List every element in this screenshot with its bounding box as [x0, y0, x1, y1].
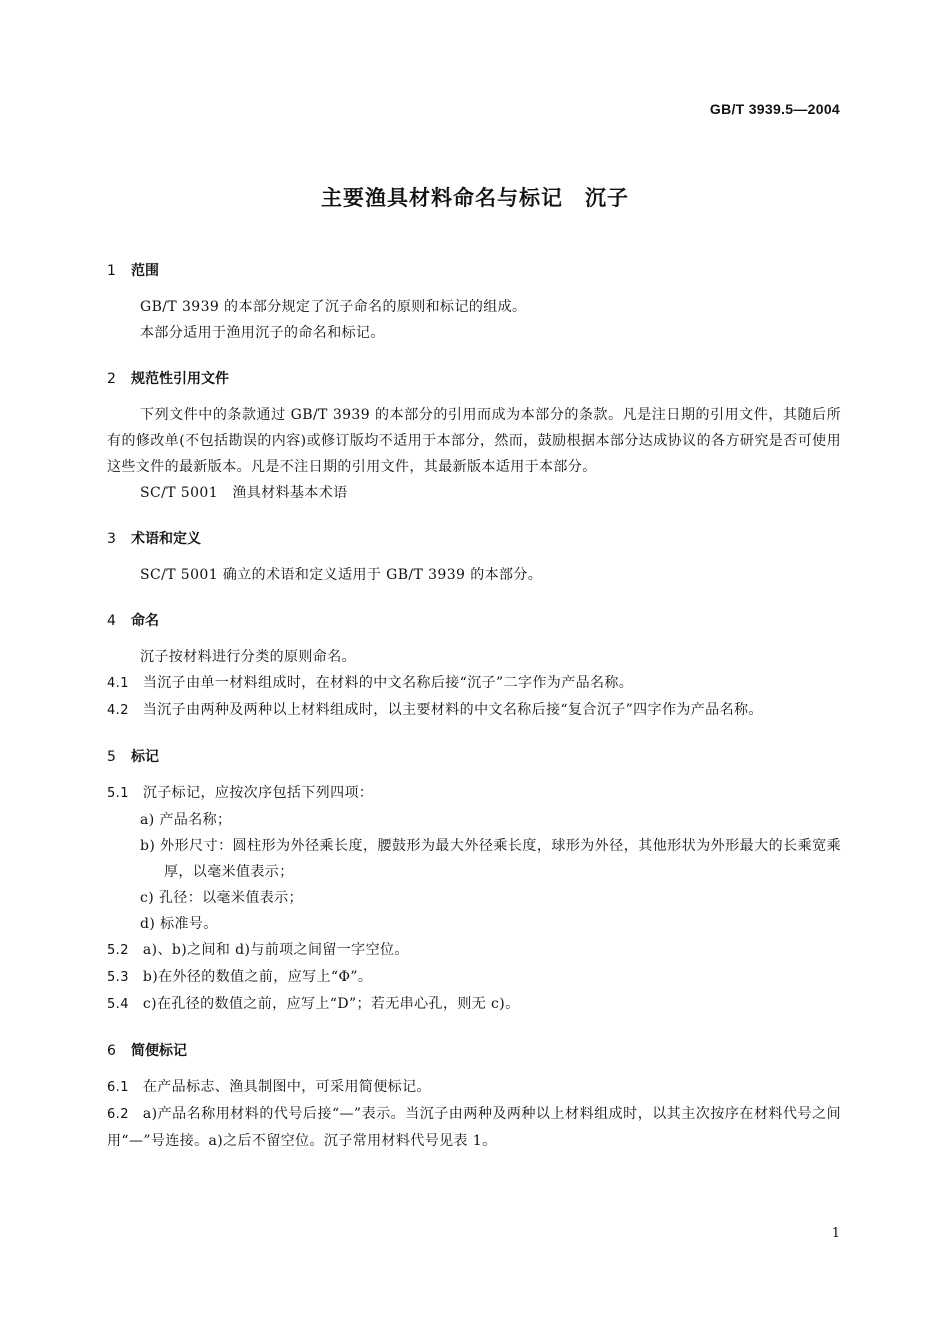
clause-text: 沉子标记，应按次序包括下列四项： [142, 785, 374, 801]
paragraph: 沉子按材料进行分类的原则命名。 [140, 649, 356, 665]
clause-number: 5.4 [107, 997, 129, 1012]
section-heading-normative-references [107, 366, 841, 392]
section-heading-marking [107, 744, 841, 770]
section-heading-simplified-marking [107, 1038, 841, 1064]
section-title: 简便标记 [131, 1043, 187, 1059]
section-heading-terms [107, 526, 841, 552]
clause-number: 5.3 [107, 970, 129, 985]
section-title: 范围 [131, 263, 159, 279]
clause-5-3 [107, 964, 841, 991]
clause-number: 6.2 [107, 1107, 129, 1122]
clause-4-1 [107, 670, 841, 697]
clause-4-2 [107, 697, 841, 724]
clause-text: b)在外径的数值之前，应写上“Φ”。 [142, 969, 373, 985]
clause-text: 当沉子由单一材料组成时，在材料的中文名称后接“沉子”二字作为产品名称。 [142, 675, 634, 691]
document-body [107, 258, 841, 1154]
clause-6-2 [107, 1101, 841, 1154]
list-item-b: b) 外形尺寸：圆柱形为外径乘长度，腰鼓形为最大外径乘长度，球形为外径，其他形状为外形最大的长乘宽乘厚，以毫米值表示； [140, 838, 841, 880]
clause-5-4 [107, 991, 841, 1018]
clause-text: a)、b)之间和 d)与前项之间留一字空位。 [142, 942, 409, 958]
clause-number: 4.1 [107, 676, 129, 691]
list-item-d: d) 标准号。 [140, 916, 218, 932]
section-title: 标记 [131, 749, 159, 765]
section-heading-scope [107, 258, 841, 284]
document-title: 主要渔具材料命名与标记 沉子 [321, 186, 629, 210]
clause-6-1 [107, 1074, 841, 1101]
reference-entry: SC/T 5001 渔具材料基本术语 [140, 485, 348, 501]
clause-number: 5.2 [107, 943, 129, 958]
section-number: 2 [107, 371, 116, 387]
clause-5-2 [107, 937, 841, 964]
clause-text: 在产品标志、渔具制图中，可采用简便标记。 [142, 1079, 431, 1095]
section-number: 3 [107, 531, 116, 547]
section-number: 6 [107, 1043, 116, 1059]
list-item-a: a) 产品名称； [140, 812, 232, 828]
clause-number: 6.1 [107, 1080, 129, 1095]
clause-text: 当沉子由两种及两种以上材料组成时，以主要材料的中文名称后接“复合沉子”四字作为产品名称。 [142, 702, 763, 718]
paragraph: 下列文件中的条款通过 GB/T 3939 的本部分的引用而成为本部分的条款。凡是注日期的引用文件，其随后所有的修改单(不包括勘误的内容)或修订版均不适用于本部分，然而，鼓励根据本部分达成协议的各方研究是否可使用这些文件的最新版本。凡是不注日期的引用文件，其最新版本适用于本部分。 [107, 407, 841, 475]
paragraph: GB/T 3939 的本部分规定了沉子命名的原则和标记的组成。 [140, 299, 527, 315]
paragraph: 本部分适用于渔用沉子的命名和标记。 [140, 325, 385, 341]
section-number: 4 [107, 613, 116, 629]
standard-code: GB/T 3939.5—2004 [709, 101, 840, 117]
clause-number: 5.1 [107, 786, 129, 801]
section-title: 规范性引用文件 [131, 371, 229, 387]
clause-text: a)产品名称用材料的代号后接“—”表示。当沉子由两种及两种以上材料组成时，以其主次按序在材料代号之间用“—”号连接。a)之后不留空位。沉子常用材料代号见表 1。 [107, 1106, 841, 1149]
clause-number: 4.2 [107, 703, 129, 718]
clause-text: c)在孔径的数值之前，应写上“D”；若无串心孔，则无 c)。 [142, 996, 520, 1012]
page-number: 1 [831, 1226, 840, 1241]
list-item-c: c) 孔径：以毫米值表示； [140, 890, 303, 906]
paragraph: SC/T 5001 确立的术语和定义适用于 GB/T 3939 的本部分。 [140, 567, 543, 583]
clause-5-1 [107, 780, 841, 807]
section-title: 命名 [131, 613, 159, 629]
section-number: 1 [107, 263, 116, 279]
section-title: 术语和定义 [131, 531, 201, 547]
section-number: 5 [107, 749, 116, 765]
section-heading-naming [107, 608, 841, 634]
